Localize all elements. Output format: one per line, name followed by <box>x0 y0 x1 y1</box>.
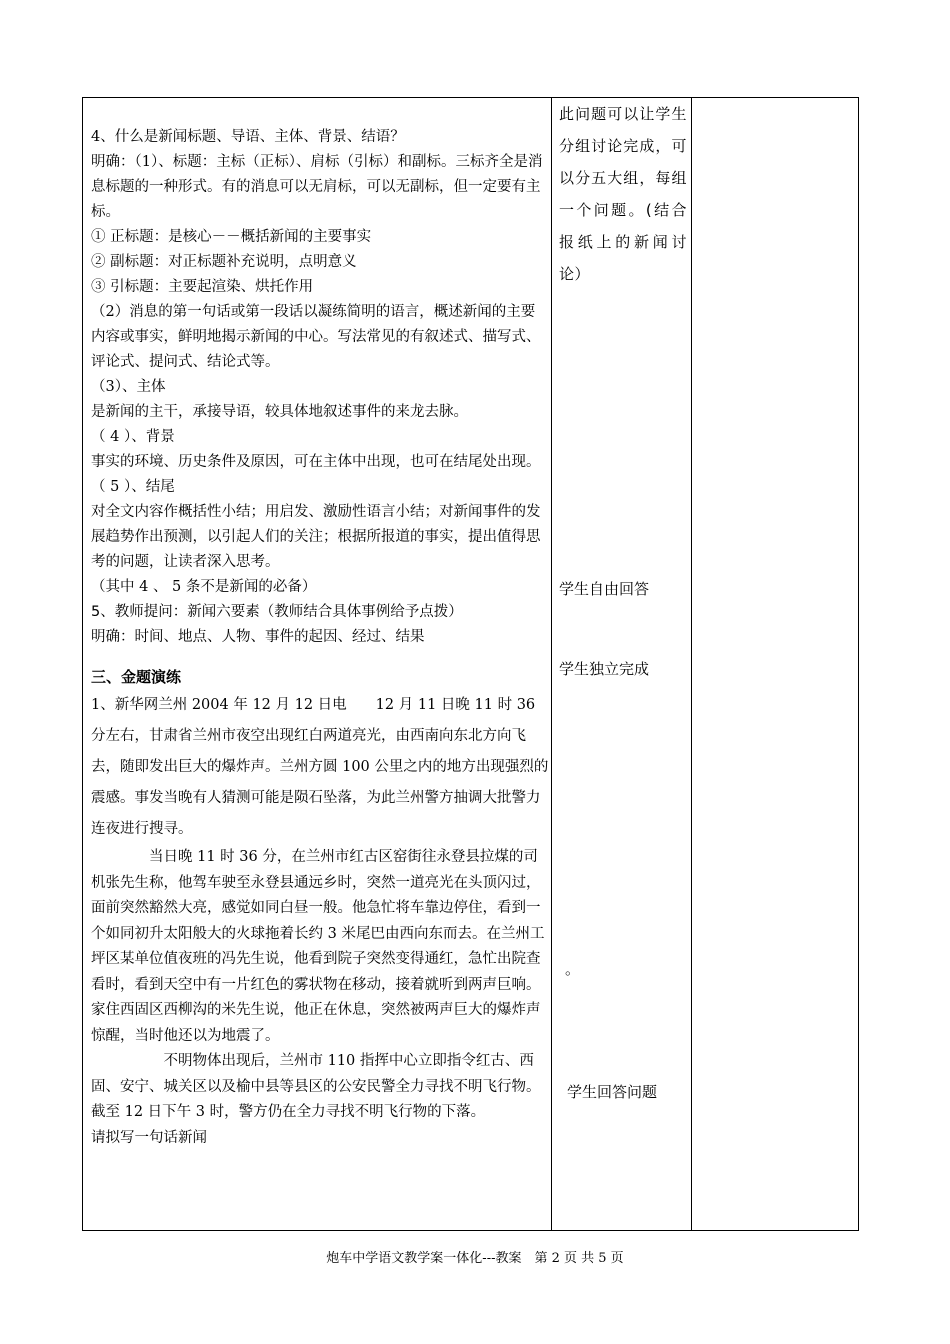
column-divider <box>691 98 692 1230</box>
lead-paragraph: （2）消息的第一句话或第一段话以凝练简明的语言，概述新闻的主要内容或事实，鲜明地揭示新闻的中心。写法常见的有叙述式、描写式、评论式、提问式、结论式等。 <box>91 304 541 370</box>
dot-note: 。 <box>565 960 581 978</box>
writing-task: 请拟写一句话新闻 <box>91 1129 207 1146</box>
six-elements-answer: 明确：时间、地点、人物、事件的起因、经过、结果 <box>91 629 425 645</box>
optional-note: （其中 4 、 5 条不是新闻的必备） <box>91 579 317 595</box>
main-title-item: ① 正标题：是核心－－概括新闻的主要事实 <box>91 229 372 245</box>
answer-title: 明确：（1）、标题：主标（正标）、肩标（引标）和副标。三标齐全是消息标题的一种形式。有的消息可以无肩标，可以无副标，但一定要有主标。 <box>91 154 543 220</box>
teaching-content-column <box>91 125 549 1151</box>
news-paragraph-3: 不明物体出现后，兰州市 110 指挥中心立即指令红古、西固、安宁、城关区以及榆中县等县区的公安民警全力寻找不明飞行物。截至 12 日下午 3 时，警方仍在全力寻找不明飞行物的下落。 <box>91 1053 541 1120</box>
group-discussion-note: 此问题可以让学生分组讨论完成，可以分五大组，每组一个问题。(结合报纸上的新闻讨论） <box>559 105 687 283</box>
lead-title-item: ③ 引标题：主要起渲染、烘托作用 <box>91 279 314 295</box>
background-heading: （ 4 ）、背景 <box>91 429 175 445</box>
lesson-plan-table <box>82 97 859 1231</box>
background-text: 事实的环境、历史条件及原因，可在主体中出现，也可在结尾处出现。 <box>91 454 541 470</box>
news-paragraph-2: 当日晚 11 时 36 分，在兰州市红古区窑街往永登县拉煤的司机张先生称，他驾车驶至永登县通远乡时，突然一道亮光在头顶闪过，面前突然豁然大亮，感觉如同白昼一般。他急忙将车靠边停住，看到一个如同初升太阳般大的火球拖着长约 3 米尾巴由西向东而去。在兰州工坪区某单位值夜班的冯先生说，他看到院子突然变得通红，急忙出院查看时，看到天空中有一片红色的雾状物在移动，接着就听到两声巨响。家住西固区西柳沟的米先生说，他正在休息，突然被两声巨大的爆炸声惊醒，当时他还以为地震了。 <box>91 849 545 1044</box>
section-heading: 三、金题演练 <box>91 668 182 686</box>
ending-heading: （ 5 ）、结尾 <box>91 479 175 495</box>
question-5: 5、教师提问：新闻六要素（教师结合具体事例给予点拨） <box>91 604 463 620</box>
column-divider <box>551 98 552 1230</box>
body-text: 是新闻的主干，承接导语，较具体地叙述事件的来龙去脉。 <box>91 404 468 420</box>
news-paragraph-1: 1、新华网兰州 2004 年 12 月 12 日电 12 月 11 日晚 11 时 36 分左右，甘肃省兰州市夜空出现红白两道亮光，由西南向东北方向飞去，随即发出巨大的爆炸声。兰州方圆 100 公里之内的地方出现强烈的震感。事发当晚有人猜测可能是陨石坠落，为此兰州警方抽调大批警力连夜进行搜寻。 <box>91 697 549 837</box>
answer-question-note: 学生回答问题 <box>567 1083 658 1101</box>
body-heading: （3）、主体 <box>91 379 166 395</box>
sub-title-item: ② 副标题：对正标题补充说明，点明意义 <box>91 254 357 270</box>
independent-note: 学生独立完成 <box>559 660 650 678</box>
question-4: 4、什么是新闻标题、导语、主体、背景、结语？ <box>91 129 405 145</box>
free-answer-note: 学生自由回答 <box>559 580 650 598</box>
ending-text: 对全文内容作概括性小结；用启发、激励性语言小结；对新闻事件的发展趋势作出预测，以引起人们的关注；根据所报道的事实，提出值得思考的问题，让读者深入思考。 <box>91 504 541 570</box>
page-footer: 炮车中学语文教学案一体化---教案 第 2 页 共 5 页 <box>326 1251 624 1266</box>
